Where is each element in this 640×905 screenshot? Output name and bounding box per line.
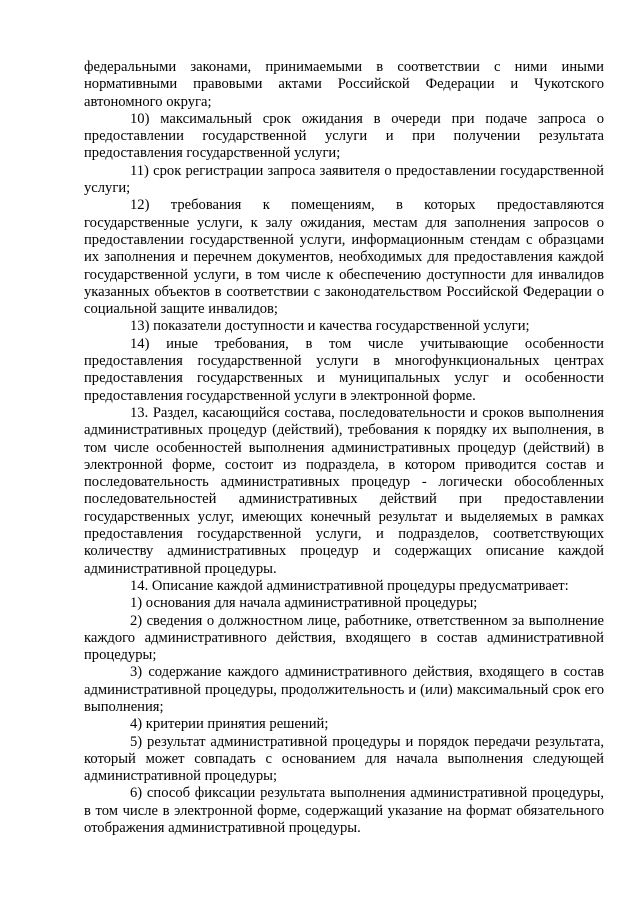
paragraph-section-13: 13. Раздел, касающийся состава, последовательности и сроков выполнения административных процедур (действий), требования к порядку их выполнения, в том числе особенностей выполнения административных процедур (действий) в электронной форме, состоит из подраздела, в котором приводится состав и последовательность административных процедур - логически обособленных последовательностей административных действий при предоставлении государственных услуг, имеющих конечный результат и выделяемых в рамках предоставления государственной услуги, и подразделов, соответствующих количеству административных процедур и содержащих описание каждой административной процедуры.: [84, 404, 604, 577]
paragraph-subitem-5: 5) результат административной процедуры и порядок передачи результата, который может совпадать с основанием для начала выполнения следующей административной процедуры;: [84, 733, 604, 785]
paragraph-item-10: 10) максимальный срок ожидания в очереди при подаче запроса о предоставлении государственной услуги и при получении результата предоставления государственной услуги;: [84, 110, 604, 162]
paragraph-item-11: 11) срок регистрации запроса заявителя о предоставлении государственной услуги;: [84, 162, 604, 197]
paragraph-item-13: 13) показатели доступности и качества государственной услуги;: [130, 318, 530, 335]
paragraph-item-12: 12) требования к помещениям, в которых предоставляются государственные услуги, к залу ожидания, местам для заполнения запросов о предоставлении государственной услуги, информационным стендам с образцами их заполнения и перечнем документов, необходимых для предоставления каждой государственной услуги, в том числе к обеспечению доступности для инвалидов указанных объектов в соответствии с законодательством Российской Федерации о социальной защите инвалидов;: [84, 197, 604, 318]
paragraph-item-14: 14) иные требования, в том числе учитывающие особенности предоставления государственной услуги в многофункциональных центрах предоставления государственных и муниципальных услуг и особенности предоставления государственной услуги в электронной форме.: [84, 335, 604, 404]
paragraph-subitem-6: 6) способ фиксации результата выполнения административной процедуры, в том числе в электронной форме, содержащий указание на формат обязательного отображения административной процедуры.: [84, 785, 604, 837]
paragraph-subitem-3: 3) содержание каждого административного действия, входящего в состав административной процедуры, продолжительность и (или) максимальный срок его выполнения;: [84, 664, 604, 715]
paragraph-continuation: федеральными законами, принимаемыми в соответствии с ними иными нормативными правовыми актами Российской Федерации и Чукотского автономного округа;: [84, 59, 604, 110]
document-page: [84, 59, 604, 837]
paragraph-subitem-1: 1) основания для начала административной процедуры;: [130, 595, 478, 612]
paragraph-subitem-4: 4) критерии принятия решений;: [130, 716, 329, 733]
paragraph-subitem-2: 2) сведения о должностном лице, работнике, ответственном за выполнение каждого административного действия, входящего в состав административной процедуры;: [84, 612, 604, 664]
paragraph-section-14: 14. Описание каждой административной процедуры предусматривает:: [130, 577, 569, 594]
